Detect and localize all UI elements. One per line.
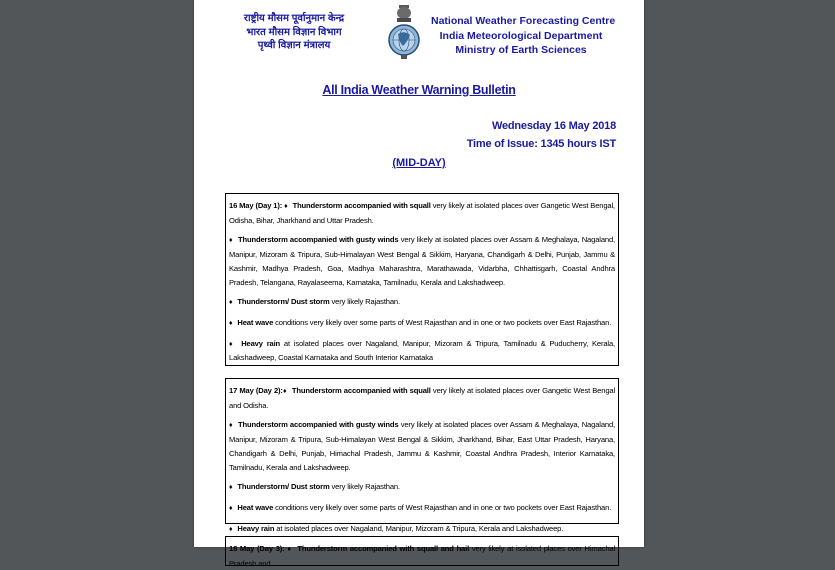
- warning-heading: Thunderstorm accompanied with squall and hail: [297, 544, 470, 553]
- day-1-forecast-box: [225, 193, 619, 366]
- warning-heading: Thunderstorm/ Dust storm: [237, 482, 330, 492]
- diamond-bullet-icon: ♦: [287, 546, 292, 553]
- warning-text: very likely Rajasthan.: [329, 482, 400, 492]
- warning-heading: Thunderstorm accompanied with gusty winds: [238, 235, 399, 245]
- issue-date: Wednesday 16 May 2018: [491, 120, 616, 132]
- diamond-bullet-icon: ♦: [229, 422, 233, 430]
- diamond-bullet-icon: ♦: [229, 319, 233, 327]
- diamond-bullet-icon: ♦: [284, 203, 288, 210]
- edition-label: (MID-DAY): [392, 157, 446, 169]
- state-emblem-icon: [386, 2, 422, 60]
- diamond-bullet-icon: ♦: [229, 504, 233, 512]
- day-1-item-5: [229, 337, 615, 365]
- warning-heading: Heat wave: [237, 502, 274, 512]
- hindi-line-1: राष्ट्रीय मौसम पूर्वानुमान केन्द्र: [243, 13, 345, 24]
- warning-text: conditions very likely over some parts of West Rajasthan and in one or two pockets over East Rajasthan.: [273, 502, 612, 512]
- day-1-item-4: [229, 316, 615, 331]
- diamond-bullet-icon: ♦: [229, 525, 233, 533]
- document-page: [194, 0, 644, 568]
- diamond-bullet-icon: ♦: [229, 237, 233, 245]
- day-1-item-2: [229, 233, 615, 289]
- warning-heading: Heavy rain: [237, 523, 275, 533]
- hindi-line-3: पृथ्वी विज्ञान मंत्रालय: [257, 40, 331, 51]
- day-3-forecast-box: [225, 536, 619, 566]
- day-2-item-3: [229, 480, 615, 495]
- day-1-label: 16 May (Day 1):: [229, 201, 283, 210]
- day-2-item-2: [229, 418, 615, 474]
- bulletin-title: All India Weather Warning Bulletin: [322, 83, 516, 97]
- english-line-1: National Weather Forecasting Centre: [431, 15, 616, 27]
- header-hindi: [230, 12, 358, 53]
- day-2-item-5: [229, 522, 615, 537]
- diamond-bullet-icon: ♦: [229, 299, 233, 307]
- english-line-2: India Meteorological Department: [439, 29, 603, 42]
- day-2-item-4: [229, 501, 615, 516]
- english-line-3: Ministry of Earth Sciences: [455, 44, 587, 56]
- day-3-label: 18 May (Day 3):: [229, 544, 285, 553]
- warning-text: very likely at isolated places over Assam & Meghalaya, Nagaland, Manipur, Mizoram & Tripura, Sub-Himalayan West Bengal & Sikkim, Haryana, Chandigarh & Delhi, Punjab, Jammu & Kashmir, Madhya Pradesh, Goa, Madhya Maharashtra, Marathawada, Vidarbha, Chhattisgarh, Coastal Andhra Pradesh, Telangana, Rayalaseema, Karnataka, Tamilnadu, Kerala and Lakshadweep.: [229, 235, 615, 287]
- day-2-forecast-box: [225, 378, 619, 533]
- hindi-line-2: भारत मौसम विज्ञान विभाग: [246, 26, 342, 38]
- day-3-item-1: [229, 542, 615, 570]
- day-2-item-1: [229, 384, 615, 412]
- warning-heading: Heavy rain: [241, 338, 281, 348]
- warning-text: very likely at isolated places over Gangetic West Bengal and Odisha.: [229, 386, 616, 410]
- diamond-bullet-icon: ♦: [229, 484, 233, 492]
- warning-text: conditions very likely over some parts of West Rajasthan and in one or two pockets over East Rajasthan.: [273, 317, 612, 327]
- warning-text: very likely at isolated places over Himachal Pradesh and: [229, 544, 616, 568]
- header-english: [431, 14, 616, 58]
- day-1-item-1: [229, 199, 615, 227]
- day-2-label: 17 May (Day 2):: [229, 386, 283, 395]
- warning-text: very likely Rajasthan.: [329, 297, 400, 307]
- day-1-item-3: [229, 295, 615, 310]
- warning-heading: Thunderstorm accompanied with squall: [291, 386, 431, 395]
- warning-text: at isolated places over Nagaland, Manipur, Mizoram & Tripura, Tamilnadu & Puducherry, Kerala, Lakshadweep, Coastal Karnataka and South Interior Karnataka: [229, 338, 616, 363]
- warning-text: very likely at isolated places over Assam & Meghalaya, Nagaland, Manipur, Mizoram & Tripura, Sub-Himalayan West Bengal & Sikkim, Jharkhand, Bihar, East Uttar Pradesh, Haryana, Chandigarh & Delhi, Punjab, Himachal Pradesh, Jammu & Kashmir, Coastal Andhra Pradesh, Interior Karnataka, Tamilnadu, Kerala and Lakshadweep.: [229, 420, 615, 472]
- warning-heading: Heat wave: [237, 317, 274, 327]
- warning-text: at isolated places over Nagaland, Manipur, Mizoram & Tripura, Kerala and Lakshadweep.: [274, 523, 564, 533]
- warning-text: very likely at isolated places over Gangetic West Bengal, Odisha, Bihar, Jharkhand and Uttar Pradesh.: [229, 201, 616, 225]
- warning-heading: Thunderstorm/ Dust storm: [237, 297, 330, 307]
- warning-heading: Thunderstorm accompanied with gusty winds: [238, 420, 399, 430]
- diamond-bullet-icon: ♦: [229, 340, 235, 348]
- diamond-bullet-icon: ♦: [282, 388, 287, 395]
- issue-time: Time of Issue: 1345 hours IST: [466, 138, 616, 150]
- warning-heading: Thunderstorm accompanied with squall: [292, 201, 431, 210]
